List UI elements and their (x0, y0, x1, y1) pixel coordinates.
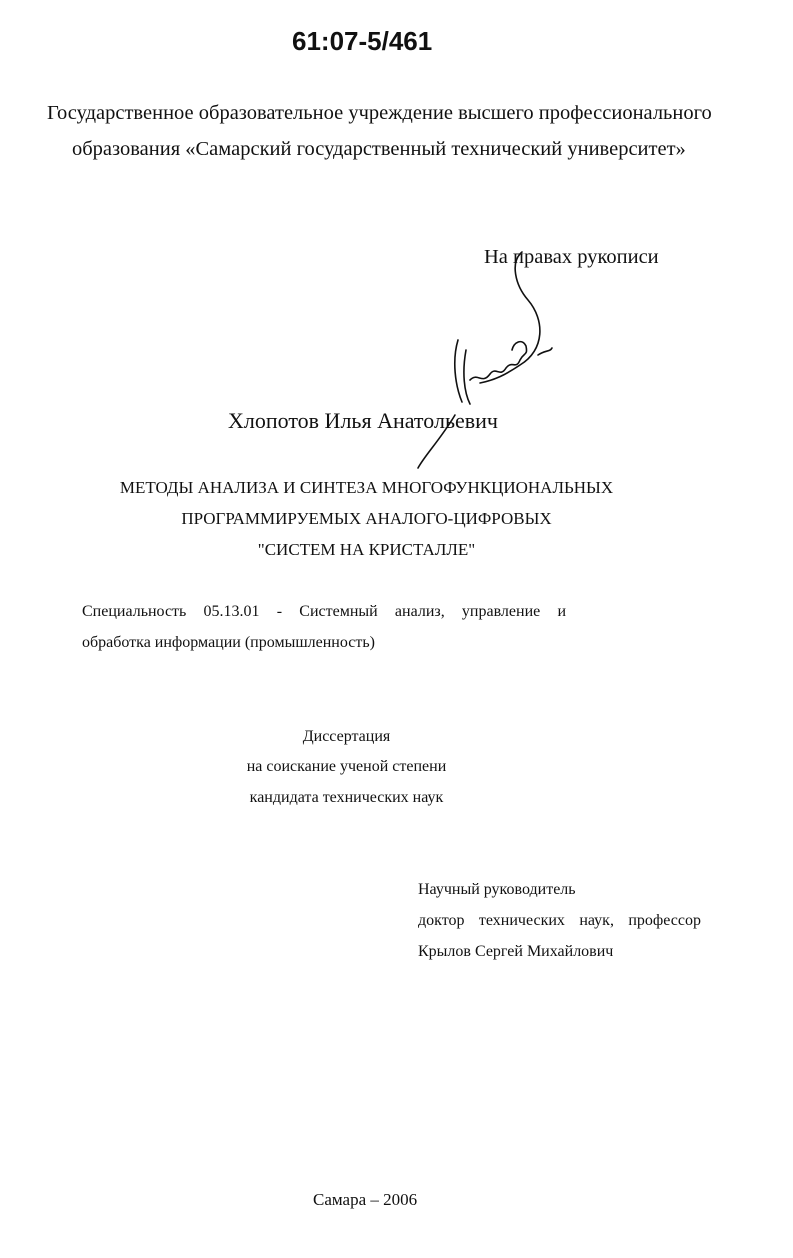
supervisor-name: Крылов Сергей Михайлович (418, 943, 614, 960)
degree-purpose: на соискание ученой степени (246, 758, 447, 775)
author-name: Хлопотов Илья Анатольевич (228, 408, 498, 433)
institution-line-2: образования «Самарский государственный технический университет» (72, 138, 686, 160)
manuscript-note: На правах рукописи (484, 246, 659, 268)
specialty-line-2: обработка информации (промышленность) (82, 634, 375, 651)
title-line-1: МЕТОДЫ АНАЛИЗА И СИНТЕЗА МНОГОФУНКЦИОНАЛЬНЫХ (119, 478, 614, 497)
institution-line-1: Государственное образовательное учреждение высшего профессионального (47, 102, 712, 124)
supervisor-role: Научный руководитель (418, 881, 576, 898)
library-code: 61:07-5/461 (292, 26, 433, 56)
title-line-2: ПРОГРАММИРУЕМЫХ АНАЛОГО-ЦИФРОВЫХ (181, 509, 552, 528)
specialty-line-1: Специальность 05.13.01 - Системный анализ, управление и (82, 603, 566, 620)
supervisor-degree: доктор технических наук, профессор (418, 912, 701, 929)
dissertation-label: Диссертация (302, 728, 391, 745)
degree-name: кандидата технических наук (249, 789, 444, 806)
title-line-3: "СИСТЕМ НА КРИСТАЛЛЕ" (257, 540, 476, 559)
city-year: Самара – 2006 (313, 1190, 418, 1209)
